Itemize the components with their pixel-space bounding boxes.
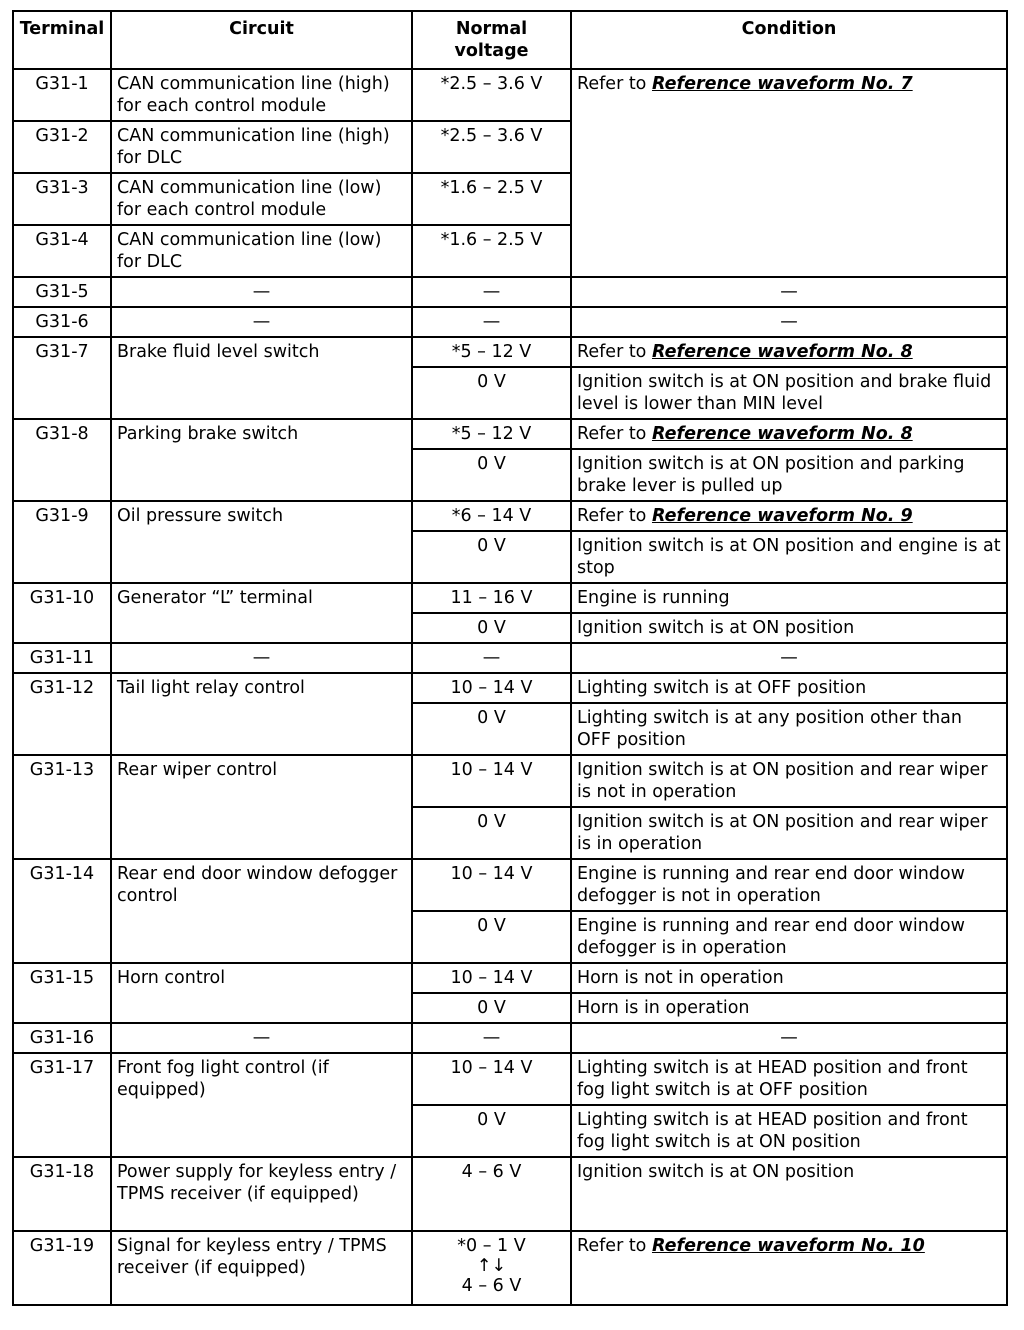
table-row xyxy=(13,1023,1007,1053)
reference-waveform-link[interactable]: Reference waveform No. 10 xyxy=(651,1236,925,1256)
reference-waveform-link[interactable]: Reference waveform No. 8 xyxy=(651,424,913,444)
condition-cell: Horn is in operation xyxy=(571,993,1007,1023)
terminal-cell: G31-12 xyxy=(13,673,111,755)
voltage-cell: 0 V xyxy=(412,449,571,501)
circuit-cell: — xyxy=(111,643,412,673)
circuit-cell: Signal for keyless entry / TPMS receiver (if equipped) xyxy=(111,1231,412,1305)
terminal-cell: G31-1 xyxy=(13,69,111,121)
table-row xyxy=(13,1231,1007,1305)
circuit-cell: Brake fluid level switch xyxy=(111,337,412,419)
voltage-cell: *5 – 12 V xyxy=(412,419,571,449)
voltage-cell: 10 – 14 V xyxy=(412,755,571,807)
voltage-cell: — xyxy=(412,643,571,673)
circuit-cell: Rear wiper control xyxy=(111,755,412,859)
terminal-cell: G31-18 xyxy=(13,1157,111,1231)
circuit-cell: Oil pressure switch xyxy=(111,501,412,583)
condition-cell xyxy=(571,419,1007,449)
condition-cell: Ignition switch is at ON position and rear wiper is not in operation xyxy=(571,755,1007,807)
table-row xyxy=(13,277,1007,307)
condition-cell xyxy=(571,501,1007,531)
circuit-cell: CAN communication line (low) for DLC xyxy=(111,225,412,277)
condition-cell: — xyxy=(571,277,1007,307)
condition-cell: Ignition switch is at ON position xyxy=(571,613,1007,643)
voltage-cell: 0 V xyxy=(412,703,571,755)
terminal-cell: G31-9 xyxy=(13,501,111,583)
condition-cell xyxy=(571,69,1007,277)
header-terminal: Terminal xyxy=(13,11,111,69)
table-row xyxy=(13,643,1007,673)
condition-cell: Ignition switch is at ON position xyxy=(571,1157,1007,1231)
condition-cell: Lighting switch is at OFF position xyxy=(571,673,1007,703)
table-row xyxy=(13,963,1007,993)
table-row xyxy=(13,307,1007,337)
condition-cell: — xyxy=(571,1023,1007,1053)
voltage-cell: 10 – 14 V xyxy=(412,1053,571,1105)
table-row xyxy=(13,337,1007,367)
circuit-cell: CAN communication line (high) for DLC xyxy=(111,121,412,173)
table-row xyxy=(13,755,1007,807)
table-row xyxy=(13,1053,1007,1105)
header-condition: Condition xyxy=(571,11,1007,69)
terminal-cell: G31-7 xyxy=(13,337,111,419)
voltage-cell: *6 – 14 V xyxy=(412,501,571,531)
circuit-cell: Generator “L” terminal xyxy=(111,583,412,643)
condition-cell: Lighting switch is at HEAD position and front fog light switch is at OFF position xyxy=(571,1053,1007,1105)
voltage-cell: *5 – 12 V xyxy=(412,337,571,367)
up-down-arrow-icon: ↑↓ xyxy=(476,1256,507,1276)
condition-cell: Engine is running and rear end door window defogger is not in operation xyxy=(571,859,1007,911)
table-row xyxy=(13,69,1007,121)
voltage-cell: *2.5 – 3.6 V xyxy=(412,69,571,121)
refer-to-text: Refer to xyxy=(577,1236,647,1256)
reference-waveform-link[interactable]: Reference waveform No. 9 xyxy=(651,506,913,526)
reference-waveform-link[interactable]: Reference waveform No. 8 xyxy=(651,342,913,362)
table-row xyxy=(13,501,1007,531)
circuit-cell: — xyxy=(111,1023,412,1053)
terminal-cell: G31-6 xyxy=(13,307,111,337)
refer-to-text: Refer to xyxy=(577,424,647,444)
terminal-cell: G31-3 xyxy=(13,173,111,225)
header-normal-voltage: Normal voltage xyxy=(412,11,571,69)
voltage-cell: 0 V xyxy=(412,807,571,859)
voltage-cell: — xyxy=(412,277,571,307)
circuit-cell: CAN communication line (high) for each control module xyxy=(111,69,412,121)
circuit-cell: Tail light relay control xyxy=(111,673,412,755)
terminal-cell: G31-14 xyxy=(13,859,111,963)
voltage-cell: 10 – 14 V xyxy=(412,673,571,703)
terminal-cell: G31-15 xyxy=(13,963,111,1023)
voltage-cell xyxy=(412,1231,571,1305)
table-row xyxy=(13,1157,1007,1231)
condition-cell: Ignition switch is at ON position and brake fluid level is lower than MIN level xyxy=(571,367,1007,419)
terminal-cell: G31-11 xyxy=(13,643,111,673)
table-row xyxy=(13,419,1007,449)
terminal-cell: G31-13 xyxy=(13,755,111,859)
voltage-cell: 0 V xyxy=(412,613,571,643)
terminal-cell: G31-16 xyxy=(13,1023,111,1053)
voltage-cell: 0 V xyxy=(412,531,571,583)
voltage-cell: 0 V xyxy=(412,1105,571,1157)
terminal-cell: G31-17 xyxy=(13,1053,111,1157)
terminal-cell: G31-2 xyxy=(13,121,111,173)
condition-cell: Lighting switch is at any position other than OFF position xyxy=(571,703,1007,755)
terminal-cell: G31-5 xyxy=(13,277,111,307)
terminal-cell: G31-8 xyxy=(13,419,111,501)
circuit-cell: Rear end door window defogger control xyxy=(111,859,412,963)
terminal-voltage-table xyxy=(12,10,1008,1306)
condition-cell xyxy=(571,337,1007,367)
circuit-cell: Front fog light control (if equipped) xyxy=(111,1053,412,1157)
voltage-cell: *2.5 – 3.6 V xyxy=(412,121,571,173)
refer-to-text: Refer to xyxy=(577,506,647,526)
circuit-cell: — xyxy=(111,307,412,337)
voltage-cell: 0 V xyxy=(412,993,571,1023)
refer-to-text: Refer to xyxy=(577,74,647,94)
voltage-cell: 0 V xyxy=(412,911,571,963)
circuit-cell: CAN communication line (low) for each control module xyxy=(111,173,412,225)
table-row xyxy=(13,583,1007,613)
voltage-cell: *1.6 – 2.5 V xyxy=(412,225,571,277)
condition-cell: — xyxy=(571,307,1007,337)
condition-cell: Ignition switch is at ON position and rear wiper is in operation xyxy=(571,807,1007,859)
refer-to-text: Refer to xyxy=(577,342,647,362)
voltage-low: *0 – 1 V xyxy=(457,1236,526,1256)
circuit-cell: Power supply for keyless entry / TPMS receiver (if equipped) xyxy=(111,1157,412,1231)
condition-cell: — xyxy=(571,643,1007,673)
condition-cell: Horn is not in operation xyxy=(571,963,1007,993)
terminal-cell: G31-10 xyxy=(13,583,111,643)
voltage-cell: — xyxy=(412,1023,571,1053)
terminal-cell: G31-4 xyxy=(13,225,111,277)
voltage-cell: 11 – 16 V xyxy=(412,583,571,613)
voltage-cell: 10 – 14 V xyxy=(412,963,571,993)
circuit-cell: — xyxy=(111,277,412,307)
condition-cell: Lighting switch is at HEAD position and front fog light switch is at ON position xyxy=(571,1105,1007,1157)
condition-cell: Engine is running xyxy=(571,583,1007,613)
condition-cell: Ignition switch is at ON position and parking brake lever is pulled up xyxy=(571,449,1007,501)
terminal-cell: G31-19 xyxy=(13,1231,111,1305)
voltage-cell: *1.6 – 2.5 V xyxy=(412,173,571,225)
voltage-cell: 10 – 14 V xyxy=(412,859,571,911)
voltage-cell: — xyxy=(412,307,571,337)
table-row xyxy=(13,673,1007,703)
voltage-high: 4 – 6 V xyxy=(461,1276,522,1296)
voltage-cell: 4 – 6 V xyxy=(412,1157,571,1231)
condition-cell: Ignition switch is at ON position and engine is at stop xyxy=(571,531,1007,583)
voltage-cell: 0 V xyxy=(412,367,571,419)
condition-cell xyxy=(571,1231,1007,1305)
circuit-cell: Parking brake switch xyxy=(111,419,412,501)
table-row xyxy=(13,859,1007,911)
condition-cell: Engine is running and rear end door window defogger is in operation xyxy=(571,911,1007,963)
reference-waveform-link[interactable]: Reference waveform No. 7 xyxy=(651,74,913,94)
circuit-cell: Horn control xyxy=(111,963,412,1023)
header-row xyxy=(13,11,1007,69)
header-circuit: Circuit xyxy=(111,11,412,69)
